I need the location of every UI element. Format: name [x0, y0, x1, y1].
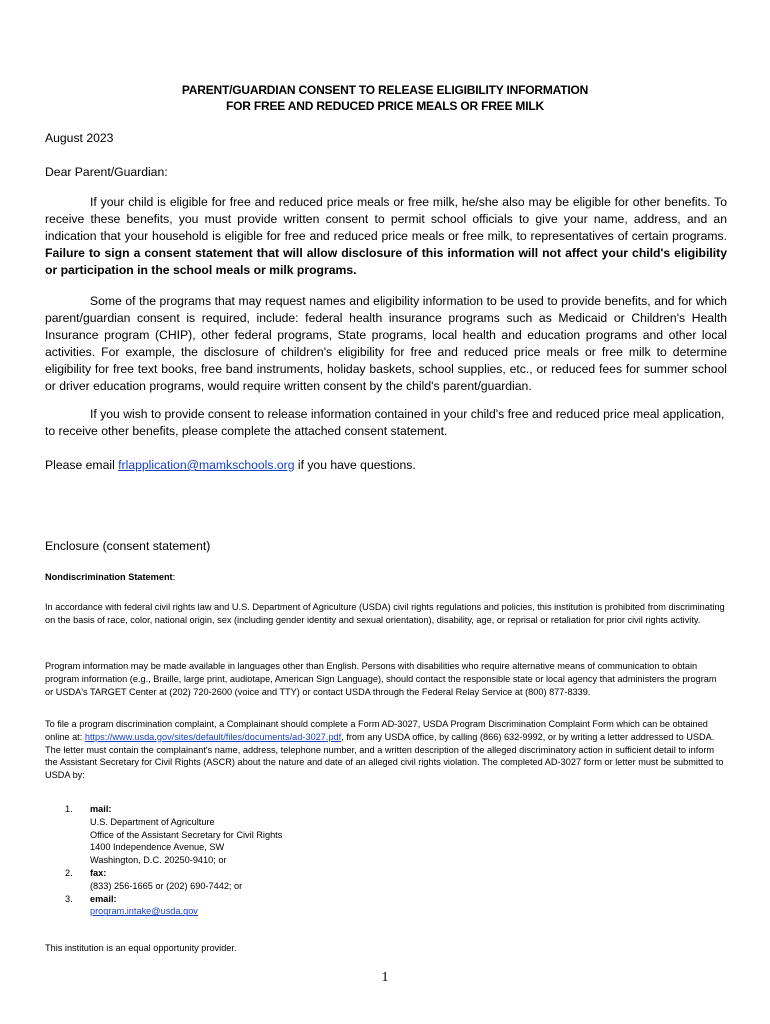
complaint-text-before: To file a program discrimination complaint, a Complainant should complete a Form AD-3027, USDA Program Discrimination Complaint Form which can be obtained online at: [45, 719, 708, 742]
nondiscrimination-heading-text: Nondiscrimination Statement [45, 572, 173, 582]
nondiscrimination-paragraph-3 [45, 718, 727, 782]
list-number: 2. [65, 867, 73, 878]
nondiscrimination-heading [45, 571, 727, 584]
fax-line: (833) 256-1665 or (202) 690-7442; or [90, 880, 243, 891]
contact-email-link[interactable]: frlapplication@mamkschools.org [118, 458, 295, 472]
list-item-email [45, 893, 727, 919]
letter-date: August 2023 [45, 131, 114, 145]
document-title [0, 82, 770, 114]
list-item-fax [45, 867, 727, 893]
list-item-mail [45, 803, 727, 867]
list-number: 1. [65, 804, 73, 814]
list-number: 3. [65, 893, 73, 904]
paragraph-consent: If you wish to provide consent to release information contained in your child's free and reduced price meal application, to receive other benefits, please complete the attached consent statement. [45, 407, 725, 438]
paragraph-contact [45, 457, 727, 474]
method-label-mail: mail: [90, 804, 112, 814]
submission-methods-list [45, 803, 727, 918]
mail-line: 1400 Independence Avenue, SW [90, 842, 225, 853]
nondiscrimination-heading-colon: : [172, 572, 176, 582]
method-label-fax: fax: [90, 867, 107, 878]
usda-email-link[interactable]: program.intake@usda.gov [90, 906, 198, 917]
contact-prefix: Please email [45, 458, 119, 472]
method-label-email: email: [90, 893, 117, 904]
ad-3027-form-link[interactable]: https://www.usda.gov/sites/default/files/documents/ad-3027.pdf [84, 731, 342, 742]
paragraph-programs: Some of the programs that may request names and eligibility information to be used to provide benefits, and for which parent/guardian consent is required, include: federal health insurance programs such as Medicaid or Children's Health Insurance program (CHIP), other federal programs, State programs, local health and education programs and other local activities. For example, the disclosure of children's eligibility for free and reduced price meals or free milk to determine eligibility for free text books, free band instruments, holiday baskets, school supplies, etc., or reduced fees for summer school or driver education programs, would require written consent by the child's parent/guardian. [45, 294, 727, 393]
paragraph-eligibility [45, 194, 727, 279]
paragraph-eligibility-text: If your child is eligible for free and reduced price meals or free milk, he/she also may be eligible for other benefits. To receive these benefits, you must provide written consent to permit school officials to give your name, address, and an indication that your household is eligible for free and reduced price meals or free milk, to representatives of certain programs. [45, 195, 727, 243]
mail-line: Washington, D.C. 20250-9410; or [90, 855, 227, 866]
complaint-text-after: , from any USDA office, by calling (866) 632-9992, or by writing a letter addressed to USDA. The letter must contain the complainant's name, address, telephone number, and a written description of the alleged discriminatory action in sufficient detail to inform the Assistant Secretary for Civil Rights (ASCR) about the nature and date of an alleged civil rights violation. The completed AD-3027 form or letter must be submitted to USDA by: [45, 731, 724, 781]
page-number: 1 [381, 970, 389, 985]
mail-line: U.S. Department of Agriculture [90, 816, 215, 827]
paragraph-eligibility-bold: Failure to sign a consent statement that will allow disclosure of this information will not affect your child's eligibility or participation in the school meals or milk programs. [45, 246, 727, 277]
equal-opportunity-statement: This institution is an equal opportunity provider. [45, 943, 237, 953]
nondiscrimination-paragraph-2: Program information may be made available in languages other than English. Persons with disabilities who require alternative means of communication to obtain program information (e.g., Braille, large print, audiotape, American Sign Language), should contact the responsible state or local agency that administers the program or USDA's TARGET Center at (202) 720-2600 (voice and TTY) or contact USDA through the Federal Relay Service at (800) 877-8339. [45, 661, 717, 697]
enclosure-note: Enclosure (consent statement) [45, 539, 211, 553]
contact-suffix: if you have questions. [294, 458, 416, 472]
greeting: Dear Parent/Guardian: [45, 165, 168, 179]
title-line-1: PARENT/GUARDIAN CONSENT TO RELEASE ELIGIBILITY INFORMATION [181, 83, 589, 97]
nondiscrimination-paragraph-1: In accordance with federal civil rights law and U.S. Department of Agriculture (USDA) civil rights regulations and policies, this institution is prohibited from discriminating on the basis of race, color, national origin, sex (including gender identity and sexual orientation), disability, age, or reprisal or retaliation for prior civil rights activity. [45, 602, 725, 625]
title-line-2: FOR FREE AND REDUCED PRICE MEALS OR FREE MILK [226, 99, 544, 113]
mail-line: Office of the Assistant Secretary for Civil Rights [90, 829, 283, 840]
